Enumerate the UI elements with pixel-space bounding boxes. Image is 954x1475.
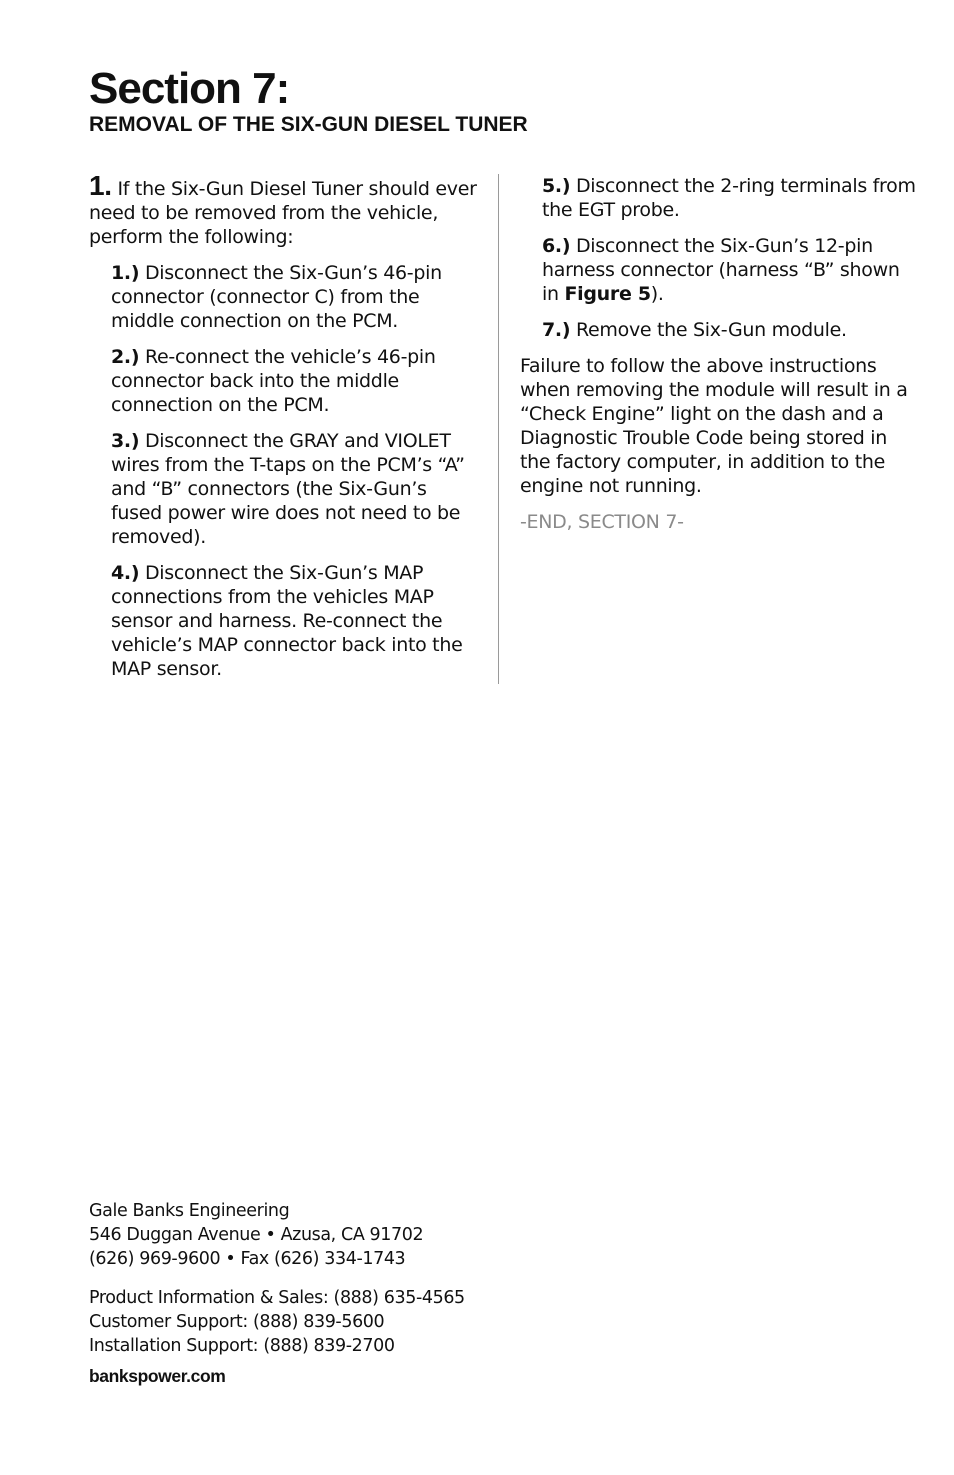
intro-text: If the Six-Gun Diesel Tuner should ever need to be removed from the vehicle, perform the following: [89, 178, 477, 248]
step-3 [111, 429, 481, 549]
left-column [89, 170, 481, 693]
intro-number: 1. [89, 170, 112, 201]
company-name: Gale Banks Engineering [89, 1201, 290, 1221]
step-4 [111, 561, 481, 681]
section-title: Section 7: [89, 64, 290, 113]
step-2 [111, 345, 481, 417]
step-1 [111, 261, 481, 333]
step-number: 3.) [111, 430, 140, 452]
step-number: 4.) [111, 562, 140, 584]
company-phone: (626) 969-9600 • Fax (626) 334-1743 [89, 1249, 406, 1269]
customer-support-phone: Customer Support: (888) 839-5600 [89, 1312, 385, 1332]
step-number: 7.) [542, 319, 571, 341]
figure-reference: Figure 5 [564, 283, 651, 305]
step-number: 5.) [542, 175, 571, 197]
step-text: Re-connect the vehicle’s 46-pin connector back into the middle connection on the PCM. [111, 346, 436, 416]
section-end-marker: -END, SECTION 7- [520, 511, 684, 533]
contact-footer [89, 1199, 689, 1388]
intro-paragraph [89, 170, 481, 249]
column-divider [498, 174, 499, 684]
warning-note: Failure to follow the above instructions when removing the module will result in a “Check Engine” light on the dash and a Diagnostic Trouble Code being stored in the factory computer, in addition to the engine not running. [520, 355, 908, 497]
sales-phone: Product Information & Sales: (888) 635-4565 [89, 1288, 465, 1308]
step-text: Remove the Six-Gun module. [570, 319, 847, 341]
step-5 [542, 174, 920, 222]
step-7 [542, 318, 920, 342]
step-number: 2.) [111, 346, 140, 368]
step-text: Disconnect the Six-Gun’s 12-pin harness connector (harness “B” shown in [542, 235, 900, 305]
section-subtitle: REMOVAL OF THE SIX-GUN DIESEL TUNER [89, 113, 528, 136]
step-text: Disconnect the Six-Gun’s MAP connections from the vehicles MAP sensor and harness. Re-connect the vehicle’s MAP connector back into the MAP sensor. [111, 562, 463, 680]
step-number: 6.) [542, 235, 571, 257]
step-6 [542, 234, 920, 306]
website-link: bankspower.com [89, 1366, 226, 1386]
step-text: Disconnect the 2-ring terminals from the EGT probe. [542, 175, 916, 221]
right-column [520, 174, 920, 534]
step-text: Disconnect the GRAY and VIOLET wires from the T-taps on the PCM’s “A” and “B” connectors (the Six-Gun’s fused power wire does not need to be removed). [111, 430, 465, 548]
step-number: 1.) [111, 262, 140, 284]
step-text-end: ). [650, 283, 664, 305]
company-address: 546 Duggan Avenue • Azusa, CA 91702 [89, 1225, 424, 1245]
step-text: Disconnect the Six-Gun’s 46-pin connector (connector C) from the middle connection on the PCM. [111, 262, 442, 332]
installation-support-phone: Installation Support: (888) 839-2700 [89, 1336, 395, 1356]
